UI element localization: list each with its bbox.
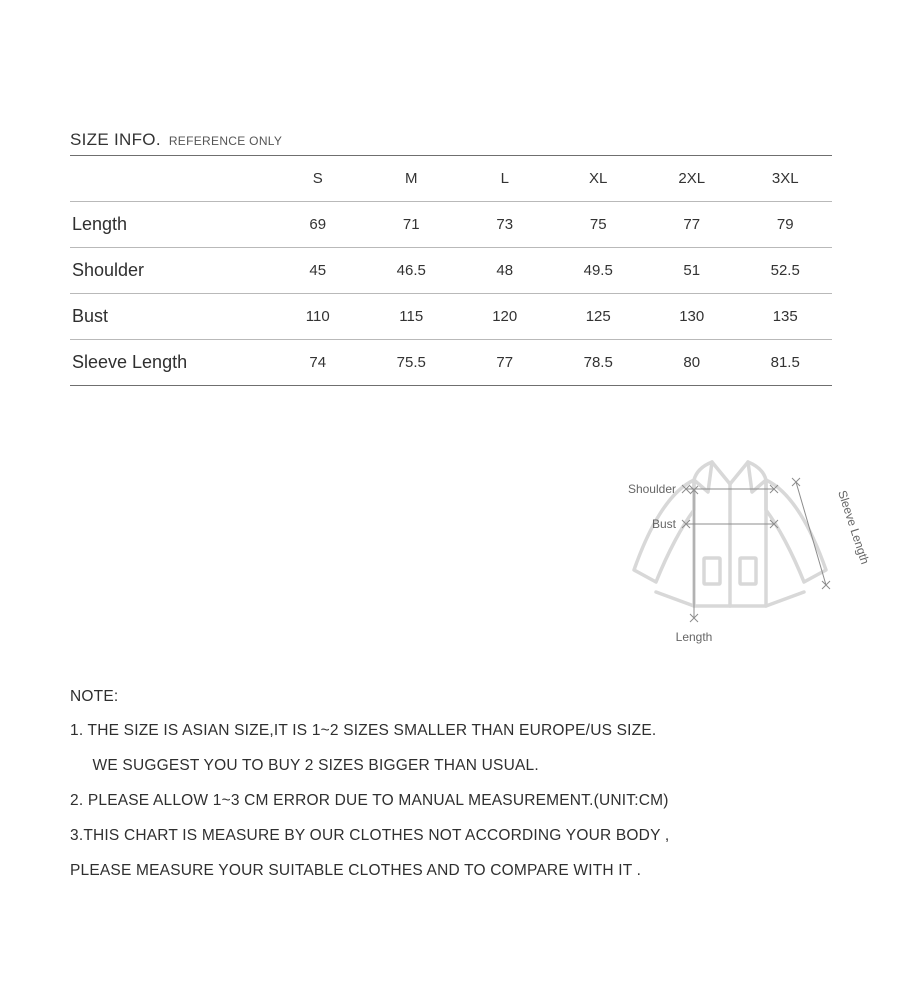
table-row	[70, 340, 832, 386]
size-info-title: SIZE INFO.	[70, 130, 161, 149]
cell-bust-xl: 125	[585, 308, 611, 325]
label-length: Length	[675, 630, 713, 644]
page-title	[70, 130, 282, 150]
table-row	[70, 294, 832, 340]
cell-length-m: 71	[402, 216, 420, 233]
size-info-subtitle: REFERENCE ONLY	[168, 134, 283, 148]
note-line-3: 2. PLEASE ALLOW 1~3 CM ERROR DUE TO MANUAL MEASUREMENT.(UNIT:CM)	[70, 792, 669, 809]
cell-length-2xl: 77	[683, 216, 701, 233]
column-header-s: S	[312, 170, 323, 187]
cell-sleeve-m: 75.5	[396, 354, 426, 371]
cell-shoulder-2xl: 51	[683, 262, 701, 279]
label-bust: Bust	[651, 517, 676, 531]
cell-sleeve-l: 77	[496, 354, 514, 371]
cell-bust-2xl: 130	[679, 308, 705, 325]
note-line-2: WE SUGGEST YOU TO BUY 2 SIZES BIGGER THAN USUAL.	[70, 757, 539, 774]
note-line-5: PLEASE MEASURE YOUR SUITABLE CLOTHES AND TO COMPARE WITH IT .	[70, 862, 642, 879]
row-label-shoulder: Shoulder	[72, 260, 145, 280]
column-header-l: L	[500, 170, 509, 187]
cell-sleeve-s: 74	[309, 354, 327, 371]
label-shoulder: Shoulder	[627, 482, 676, 496]
cell-sleeve-xl: 78.5	[583, 354, 613, 371]
notes-title: NOTE:	[70, 688, 119, 705]
table-corner-cell	[70, 156, 271, 202]
cell-shoulder-xl: 49.5	[583, 262, 613, 279]
cell-bust-3xl: 135	[772, 308, 798, 325]
table-row	[70, 202, 832, 248]
cell-shoulder-l: 48	[496, 262, 514, 279]
measure-end-markers	[682, 478, 830, 622]
note-line-4: 3.THIS CHART IS MEASURE BY OUR CLOTHES NOT ACCORDING YOUR BODY ,	[70, 827, 670, 844]
column-header-xl: XL	[589, 170, 608, 187]
cell-shoulder-m: 46.5	[396, 262, 426, 279]
cell-bust-s: 110	[305, 308, 330, 325]
row-label-sleeve-length: Sleeve Length	[72, 352, 188, 372]
cell-length-xl: 75	[589, 216, 607, 233]
cell-shoulder-3xl: 52.5	[770, 262, 800, 279]
row-label-length: Length	[72, 214, 128, 234]
column-header-2xl: 2XL	[678, 170, 706, 187]
cell-length-l: 73	[496, 216, 514, 233]
column-header-3xl: 3XL	[771, 170, 799, 187]
label-sleeve-length: Sleeve Length	[835, 488, 873, 566]
table-header-row	[70, 156, 832, 202]
cell-length-s: 69	[309, 216, 327, 233]
column-header-m: M	[405, 170, 418, 187]
table-row	[70, 248, 832, 294]
cell-length-3xl: 79	[776, 216, 794, 233]
cell-shoulder-s: 45	[309, 262, 327, 279]
note-line-1: 1. THE SIZE IS ASIAN SIZE,IT IS 1~2 SIZES SMALLER THAN EUROPE/US SIZE.	[70, 722, 657, 739]
garment-measurement-diagram	[590, 440, 880, 655]
cell-sleeve-3xl: 81.5	[770, 354, 800, 371]
cell-bust-m: 115	[399, 308, 424, 325]
row-label-bust: Bust	[72, 306, 109, 326]
cell-sleeve-2xl: 80	[683, 354, 701, 371]
measurement-lines	[686, 482, 826, 618]
size-table	[70, 155, 832, 386]
notes-section	[70, 680, 860, 888]
cell-bust-l: 120	[492, 308, 518, 325]
